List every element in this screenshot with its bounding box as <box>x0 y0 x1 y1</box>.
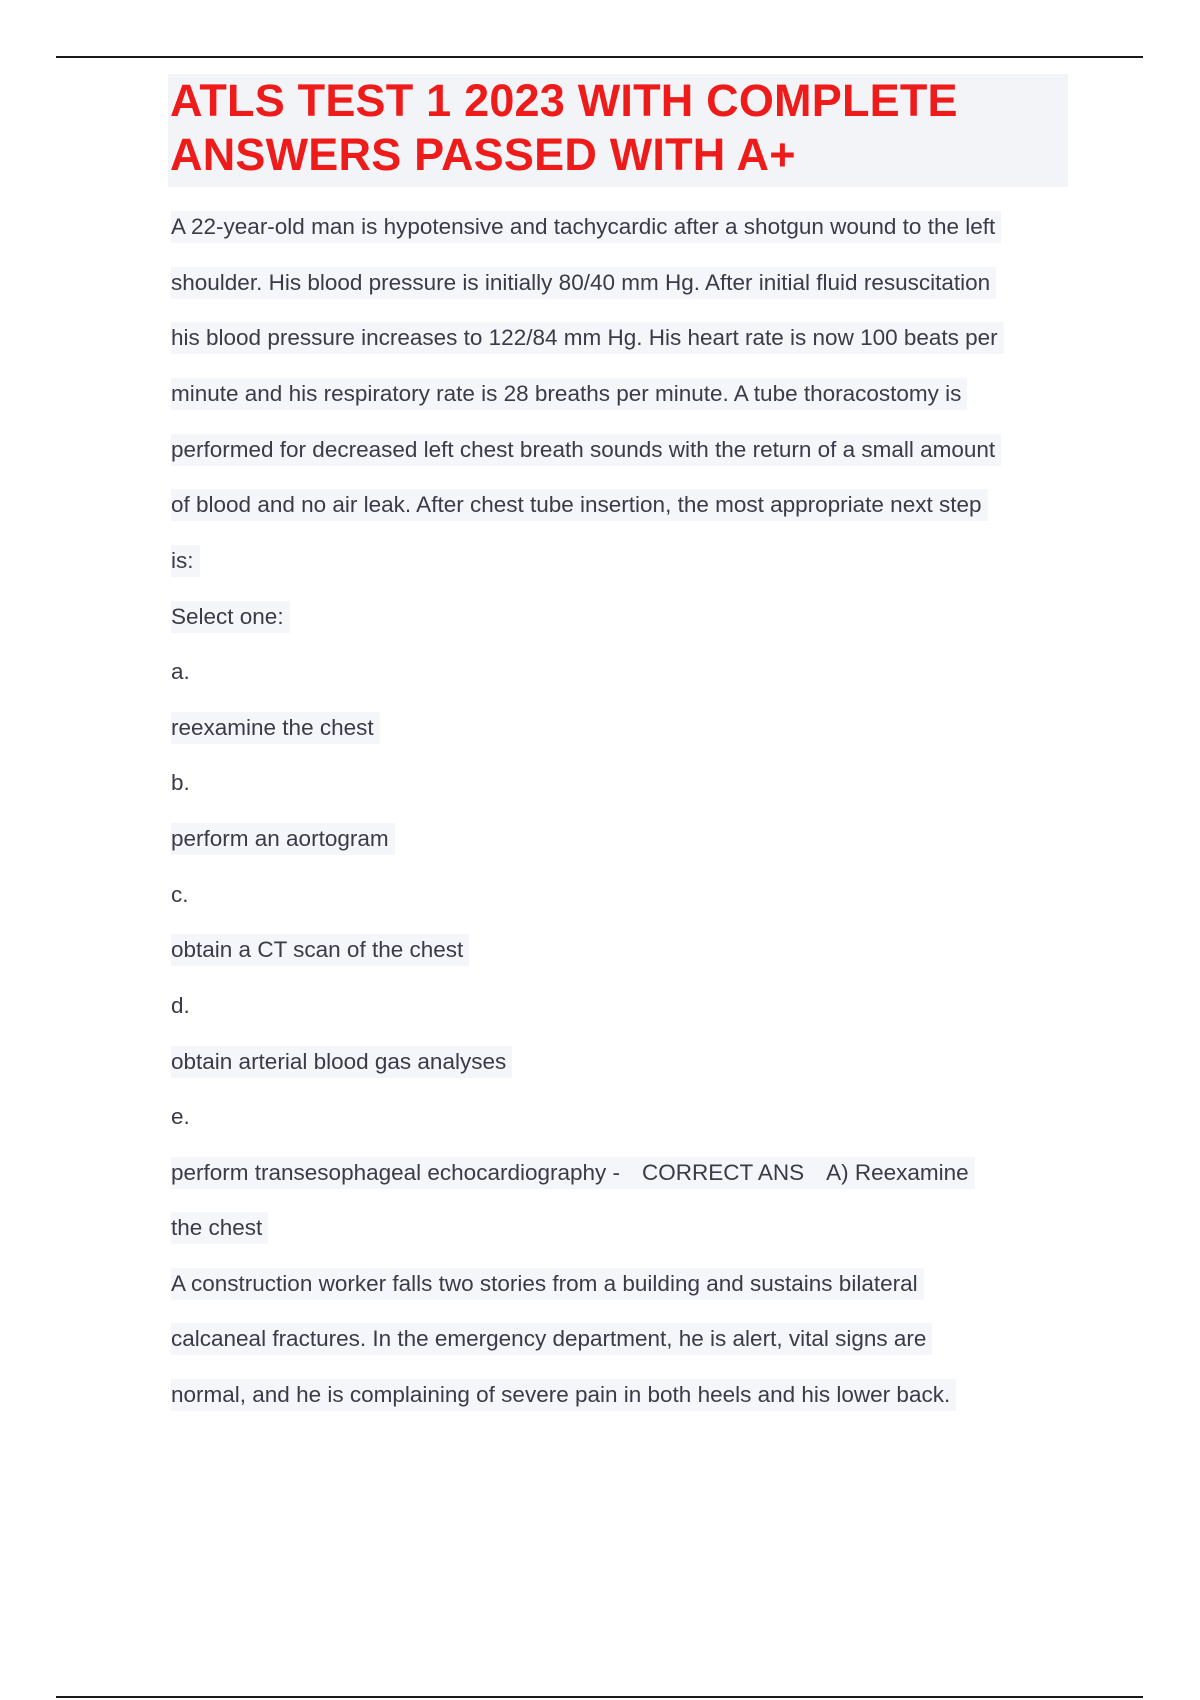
question-1-stem-line-2: shoulder. His blood pressure is initially 80/40 mm Hg. After initial fluid resuscitation <box>171 267 996 299</box>
question-2-stem-line-3: normal, and he is complaining of severe pain in both heels and his lower back. <box>171 1379 956 1411</box>
top-rule <box>56 56 1143 58</box>
bottom-rule <box>56 1696 1143 1698</box>
question-1-stem-line-5: performed for decreased left chest breath sounds with the return of a small amount <box>171 434 1001 466</box>
correct-answer-text: A) Reexamine <box>826 1160 969 1185</box>
option-d-letter: d. <box>171 993 190 1018</box>
option-b-text: perform an aortogram <box>171 823 395 855</box>
question-1-stem-line-7: is: <box>171 545 200 577</box>
option-a-text: reexamine the chest <box>171 712 380 744</box>
option-d-text: obtain arterial blood gas analyses <box>171 1046 512 1078</box>
option-e-text: perform transesophageal echocardiography - <box>171 1160 621 1185</box>
question-1-stem-line-4: minute and his respiratory rate is 28 breaths per minute. A tube thoracostomy is <box>171 378 967 410</box>
question-2-stem-line-2: calcaneal fractures. In the emergency department, he is alert, vital signs are <box>171 1323 932 1355</box>
select-one-prompt: Select one: <box>171 601 290 633</box>
option-a-letter: a. <box>171 659 190 684</box>
option-e-line <box>171 1157 975 1189</box>
correct-answer-label: CORRECT ANS <box>642 1160 805 1185</box>
correct-answer-continuation: the chest <box>171 1212 268 1244</box>
option-c-text: obtain a CT scan of the chest <box>171 934 469 966</box>
title-line-1: ATLS TEST 1 2023 WITH COMPLETE <box>170 75 958 126</box>
title-line-2: ANSWERS PASSED WITH A+ <box>170 129 796 180</box>
option-b-letter: b. <box>171 770 190 795</box>
option-e-letter: e. <box>171 1104 190 1129</box>
question-1-stem-line-3: his blood pressure increases to 122/84 mm Hg. His heart rate is now 100 beats per <box>171 322 1004 354</box>
question-1-stem-line-1: A 22-year-old man is hypotensive and tachycardic after a shotgun wound to the left <box>171 211 1001 243</box>
question-1-stem-line-6: of blood and no air leak. After chest tube insertion, the most appropriate next step <box>171 489 988 521</box>
question-2-stem-line-1: A construction worker falls two stories from a building and sustains bilateral <box>171 1268 924 1300</box>
option-c-letter: c. <box>171 882 189 907</box>
title-block <box>168 74 1068 187</box>
document-title <box>168 74 1068 182</box>
